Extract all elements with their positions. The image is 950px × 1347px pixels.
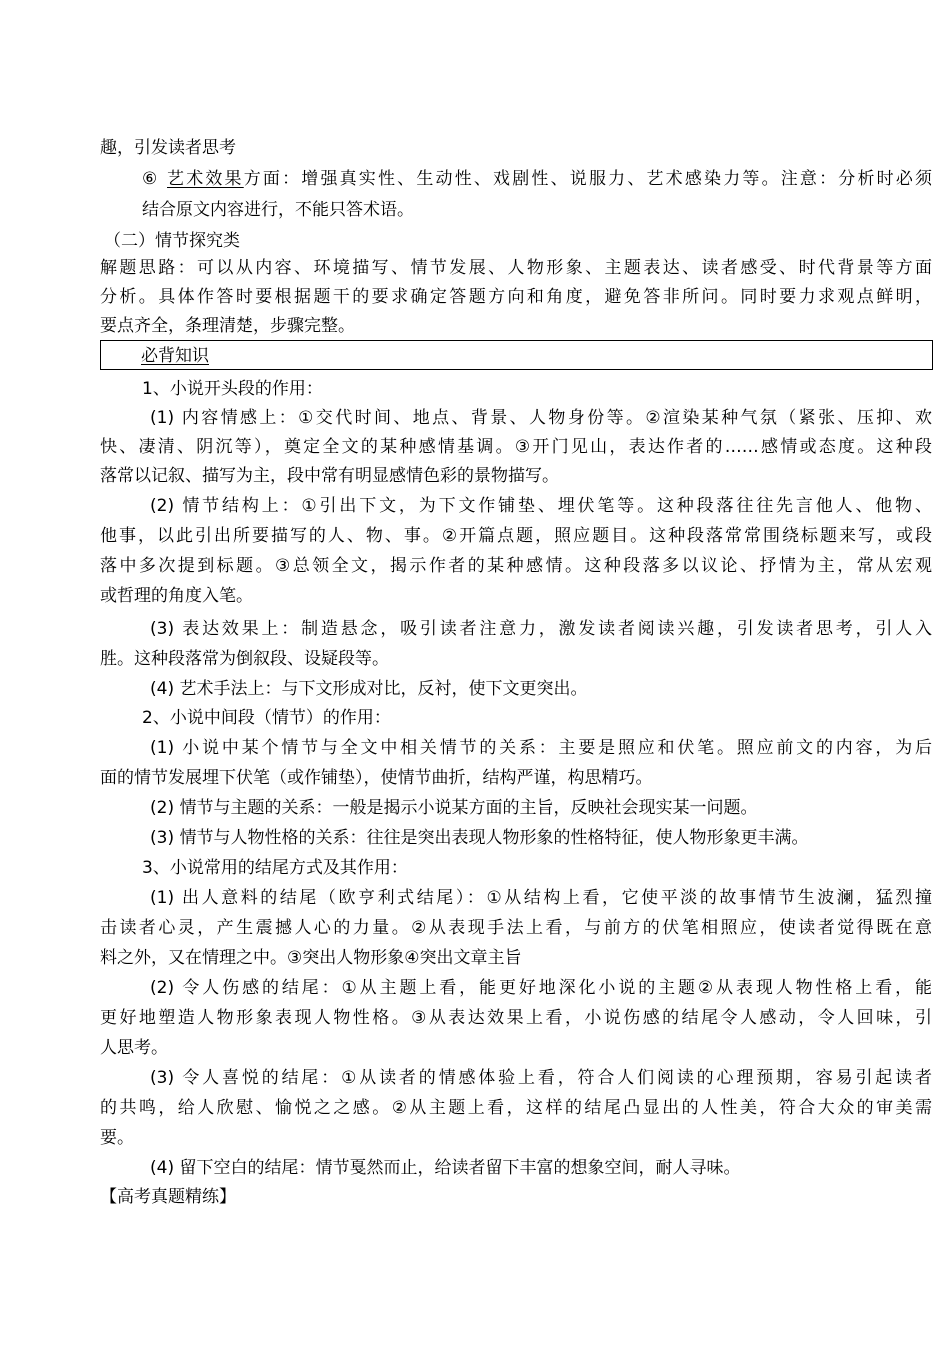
text-line: 结合原文内容进行，不能只答术语。 xyxy=(142,200,414,220)
text-line: (4) 艺术手法上：与下文形成对比，反衬，使下文更突出。 xyxy=(150,679,588,699)
text-line: (2) 令人伤感的结尾：①从主题上看，能更好地深化小说的主题②从表现人物性格上看，能 xyxy=(150,978,932,998)
text-line xyxy=(142,167,932,191)
section-heading: （二）情节探究类 xyxy=(104,231,240,251)
text-line: (2) 情节结构上：①引出下文，为下文作铺垫、埋伏笔等。这种段落往往先言他人、他物、 xyxy=(150,496,932,516)
text-line: 趣，引发读者思考 xyxy=(100,138,236,158)
text-line: 要点齐全，条理清楚，步骤完整。 xyxy=(100,316,355,336)
text-line: (1) 小说中某个情节与全文中相关情节的关系：主要是照应和伏笔。照应前文的内容，为后 xyxy=(150,738,932,758)
subheading: 3、小说常用的结尾方式及其作用： xyxy=(142,858,408,878)
text-line: 分析。具体作答时要根据题干的要求确定答题方向和角度，避免答非所问。同时要力求观点鲜明， xyxy=(100,287,932,307)
text-line: (3) 令人喜悦的结尾：①从读者的情感体验上看，符合人们阅读的心理预期，容易引起读者 xyxy=(150,1068,932,1088)
text-line: 面的情节发展埋下伏笔（或作铺垫），使情节曲折，结构严谨，构思精巧。 xyxy=(100,768,653,788)
term-underlined: 艺术效果 xyxy=(167,169,244,189)
text-line: 更好地塑造人物形象表现人物性格。③从表达效果上看，小说伤感的结尾令人感动，令人回味，引 xyxy=(100,1008,932,1028)
text-line: 解题思路：可以从内容、环境描写、情节发展、人物形象、主题表达、读者感受、时代背景等方面 xyxy=(100,258,932,278)
text-line: 落中多次提到标题。③总领全文，揭示作者的某种感情。这种段落多以议论、抒情为主，常从宏观 xyxy=(100,556,932,576)
text-line: 的共鸣，给人欣慰、愉悦之之感。②从主题上看，这样的结尾凸显出的人性美，符合大众的审美需 xyxy=(100,1098,932,1118)
text-line: 人思考。 xyxy=(100,1038,168,1058)
text-line: (2) 情节与主题的关系：一般是揭示小说某方面的主旨，反映社会现实某一问题。 xyxy=(150,798,758,818)
box-title: 必背知识 xyxy=(141,346,209,366)
text-span: 方面：增强真实性、生动性、戏剧性、说服力、艺术感染力等。注意：分析时必须 xyxy=(243,169,933,189)
text-line: (1) 出人意料的结尾（欧亨利式结尾）：①从结构上看，它使平淡的故事情节生波澜，猛烈撞 xyxy=(150,888,932,908)
circled-number: ⑥ xyxy=(142,169,160,189)
text-line: 料之外，又在情理之中。③突出人物形象④突出文章主旨 xyxy=(100,948,522,968)
text-line: (4) 留下空白的结尾：情节戛然而止，给读者留下丰富的想象空间，耐人寻味。 xyxy=(150,1158,741,1178)
text-line: 他事，以此引出所要描写的人、物、事。②开篇点题，照应题目。这种段落常常围绕标题来写，或段 xyxy=(100,526,932,546)
knowledge-box xyxy=(100,340,933,370)
text-line: (3) 情节与人物性格的关系：往往是突出表现人物形象的性格特征，使人物形象更丰满。 xyxy=(150,828,809,848)
text-line: 要。 xyxy=(100,1128,134,1148)
section-heading: 【高考真题精练】 xyxy=(100,1187,236,1207)
text-line: 或哲理的角度入笔。 xyxy=(100,586,253,606)
text-line: 快、凄清、阴沉等），奠定全文的某种感情基调。③开门见山，表达作者的……感情或态度。这种段 xyxy=(100,437,932,457)
text-line: 落常以记叙、描写为主，段中常有明显感情色彩的景物描写。 xyxy=(100,466,559,486)
text-line: 胜。这种段落常为倒叙段、设疑段等。 xyxy=(100,649,389,669)
text-line: (3) 表达效果上：制造悬念，吸引读者注意力，激发读者阅读兴趣，引发读者思考，引人入 xyxy=(150,619,932,639)
subheading: 1、小说开头段的作用： xyxy=(142,379,323,399)
text-line: 击读者心灵，产生震撼人心的力量。②从表现手法上看，与前方的伏笔相照应，使读者觉得既在意 xyxy=(100,918,932,938)
subheading: 2、小说中间段（情节）的作用： xyxy=(142,708,391,728)
text-line: (1) 内容情感上：①交代时间、地点、背景、人物身份等。②渲染某种气氛（紧张、压抑、欢 xyxy=(150,408,932,428)
